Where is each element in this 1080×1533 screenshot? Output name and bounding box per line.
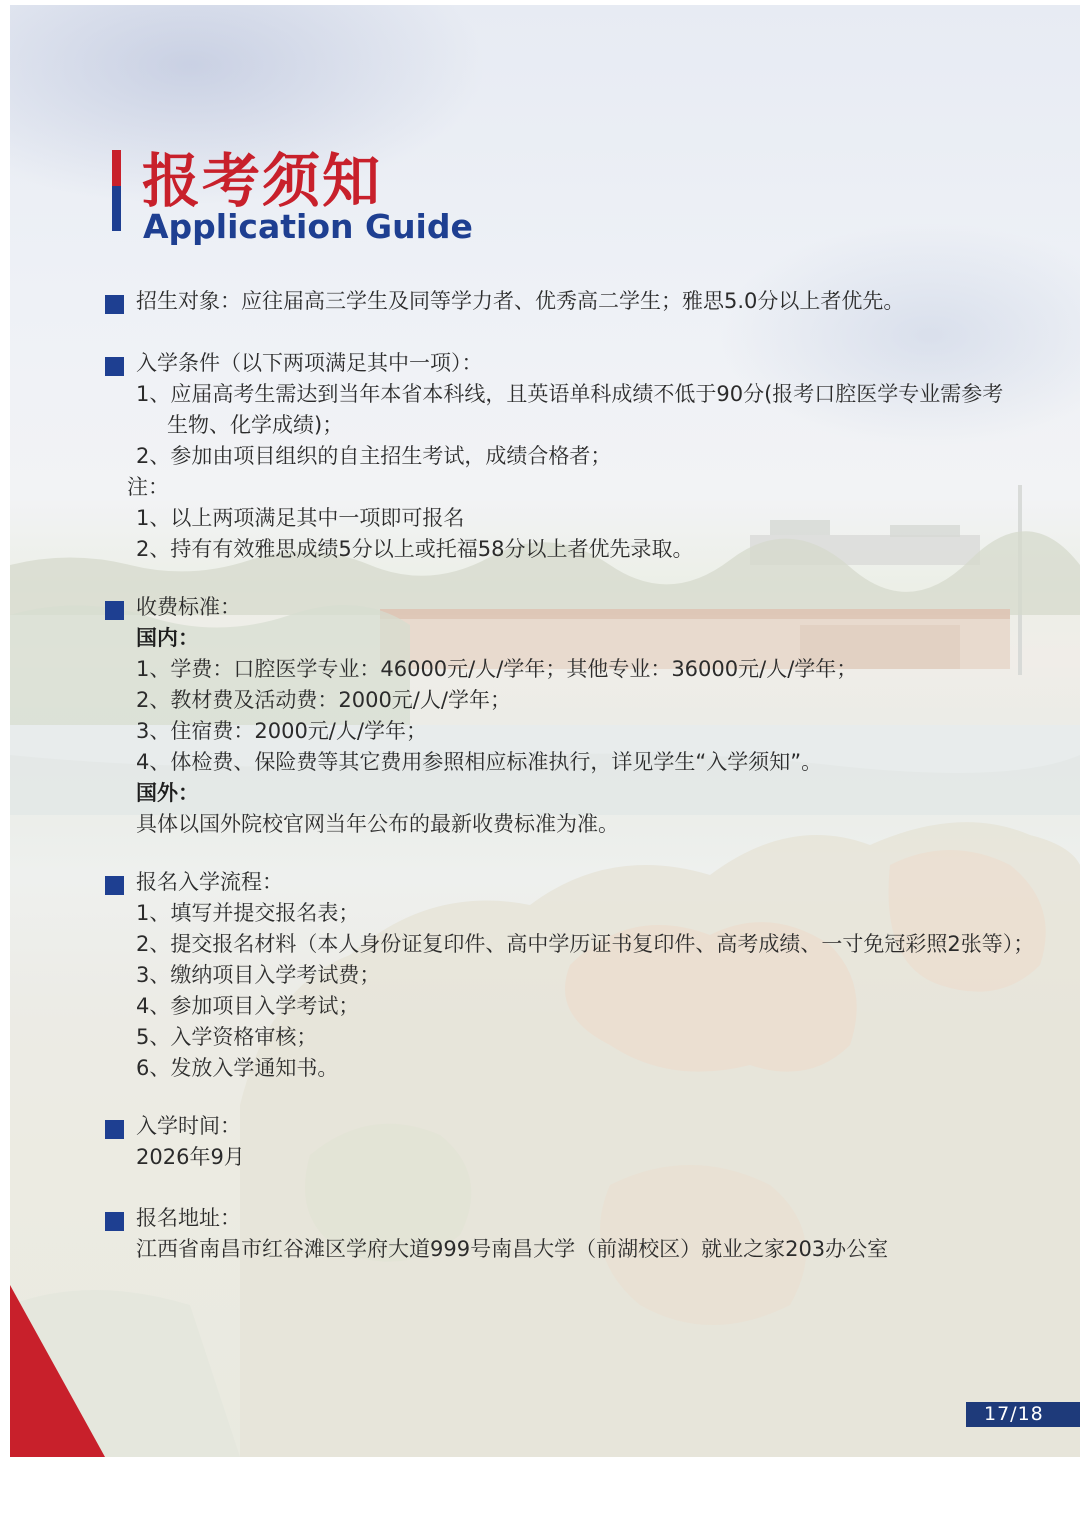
conditions-item-1: 1、应届高考生需达到当年本省本科线，且英语单科成绩不低于90分(报考口腔医学专业需参考 [136, 382, 1004, 406]
conditions-note-2: 2、持有有效雅思成绩5分以上或托福58分以上者优先录取。 [136, 537, 694, 561]
fees-item-3: 3、住宿费：2000元/人/学年； [136, 719, 427, 743]
fees-domestic-label: 国内： [136, 626, 199, 650]
bullet-square-icon [105, 876, 124, 895]
conditions-note-label: 注： [127, 475, 169, 499]
process-step: 4、参加项目入学考试； [136, 994, 360, 1018]
process-step: 3、缴纳项目入学考试费； [136, 963, 381, 987]
page-title-cn: 报考须知 [142, 147, 383, 215]
address-value: 江西省南昌市红谷滩区学府大道999号南昌大学（前湖校区）就业之家203办公室 [136, 1237, 889, 1261]
target-text: 招生对象：应往届高三学生及同等学力者、优秀高二学生；雅思5.0分以上者优先。 [136, 289, 905, 313]
address-heading: 报名地址： [136, 1206, 241, 1230]
title-accent-blue [112, 186, 121, 231]
fees-item-1: 1、学费：口腔医学专业：46000元/人/学年；其他专业：36000元/人/学年； [136, 657, 858, 681]
brochure-page [10, 5, 1080, 1457]
fees-item-2: 2、教材费及活动费：2000元/人/学年； [136, 688, 511, 712]
time-heading: 入学时间： [136, 1114, 241, 1138]
fees-abroad-text: 具体以国外院校官网当年公布的最新收费标准为准。 [136, 812, 619, 836]
process-heading: 报名入学流程： [136, 870, 283, 894]
fees-item-4: 4、体检费、保险费等其它费用参照相应标准执行，详见学生“入学须知”。 [136, 750, 823, 774]
conditions-item-2: 2、参加由项目组织的自主招生考试，成绩合格者； [136, 444, 612, 468]
bullet-square-icon [105, 1212, 124, 1231]
bullet-square-icon [105, 601, 124, 620]
process-step: 5、入学资格审核； [136, 1025, 318, 1049]
bullet-square-icon [105, 295, 124, 314]
conditions-heading: 入学条件（以下两项满足其中一项）： [136, 351, 483, 375]
page-number-badge: 17/18 [966, 1402, 1080, 1427]
process-step: 6、发放入学通知书。 [136, 1056, 339, 1080]
corner-red-triangle [10, 1285, 105, 1457]
process-step: 2、提交报名材料（本人身份证复印件、高中学历证书复印件、高考成绩、一寸免冠彩照2张等）； [136, 932, 1035, 956]
fees-abroad-label: 国外： [136, 781, 199, 805]
bullet-square-icon [105, 1120, 124, 1139]
process-step: 1、填写并提交报名表； [136, 901, 360, 925]
bullet-square-icon [105, 357, 124, 376]
conditions-item-1-cont: 生物、化学成绩)； [167, 413, 344, 437]
title-accent-red [112, 150, 121, 186]
time-value: 2026年9月 [136, 1145, 245, 1169]
fees-heading: 收费标准： [136, 595, 241, 619]
conditions-note-1: 1、以上两项满足其中一项即可报名 [136, 506, 465, 530]
page-title-en: Application Guide [143, 207, 473, 246]
